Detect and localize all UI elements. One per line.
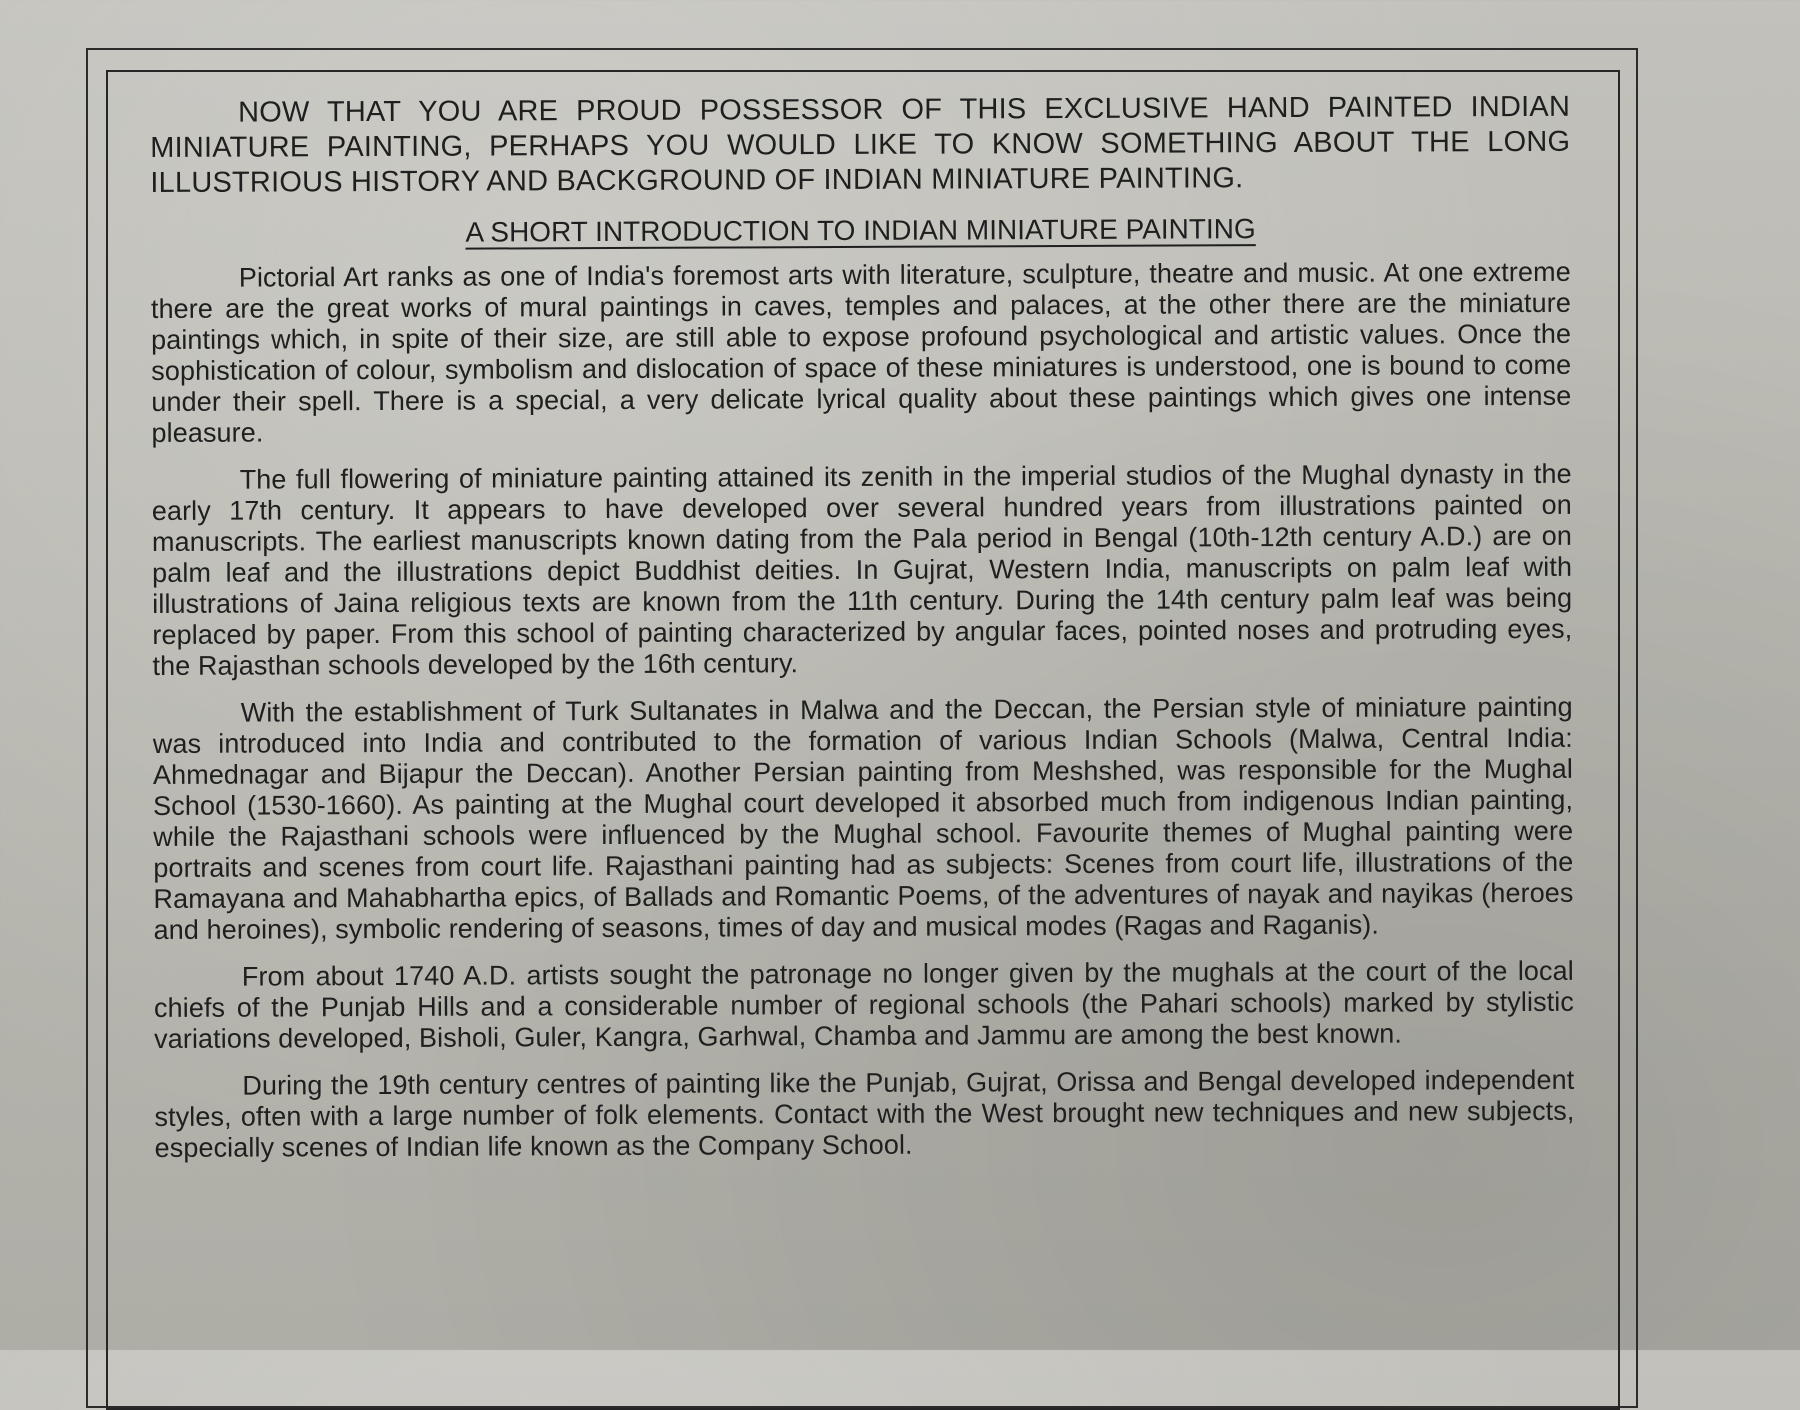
intro-paragraph: NOW THAT YOU ARE PROUD POSSESSOR OF THIS EXCLUSIVE HAND PAINTED INDIAN MINIATURE PAINTING, PERHAPS YOU WOULD LIKE TO KNOW SOMETHING ABOUT THE LONG ILLUSTRIOUS HISTORY AND BACKGROUND OF INDIAN MINIATURE PAINTING. (150, 90, 1571, 199)
paragraph-punjab-hills: From about 1740 A.D. artists sought the patronage no longer given by the mughals at the court of the local chiefs of the Punjab Hills and a considerable number of regional schools (the Pahari schools) marked by stylistic variations developed, Bisholi, Guler, Kangra, Garhwal, Chamba and Jammu are among the best known. (153, 955, 1575, 1054)
paragraph-turk-sultanates: With the establishment of Turk Sultanates in Malwa and the Deccan, the Persian style of miniature painting was introduced into India and contributed to the formation of various Indian Schools (Malwa, Central India: Ahmednagar and Bijapur the Deccan). Another Persian painting from Meshshed, was responsible for the Mughal School (1530-1660). As painting at the Mughal court developed it absorbed much from indigenous Indian painting, while the Rajasthani schools were influenced by the Mughal school. Favourite themes of Mughal painting were portraits and scenes from court life. Rajasthani painting had as subjects: Scenes from court life, illustrations of the Ramayana and Mahabhartha epics, of Ballads and Romantic Poems, of the adventures of nayak and nayikas (heroes and heroines), symbolic rendering of seasons, times of day and musical modes (Ragas and Raganis). (152, 691, 1574, 945)
paragraph-pictorial-art: Pictorial Art ranks as one of India's foremost arts with literature, sculpture, theatre and music. At one extreme there are the great works of mural paintings in caves, temples and palaces, at the other there are the miniature paintings which, in spite of their size, are still able to expose profound psychological and artistic values. Once the sophistication of colour, symbolism and dislocation of space of these miniatures is understood, one is bound to come under their spell. There is a special, a very delicate lyrical quality about these paintings which gives one intense pleasure. (150, 256, 1572, 448)
paragraph-mughal-flowering: The full flowering of miniature painting attained its zenith in the imperial studios of the Mughal dynasty in the early 17th century. It appears to have developed over several hundred years from illustrations painted on manuscripts. The earliest manuscripts known dating from the Pala period in Bengal (10th-12th century A.D.) are on palm leaf and the illustrations depict Buddhist deities. In Gujrat, Western India, manuscripts on palm leaf with illustrations of Jaina religious texts are known from the 11th century. During the 14th century palm leaf was being replaced by paper. From this school of painting characterized by angular faces, pointed noses and protruding eyes, the Rajasthan schools developed by the 16th century. (151, 458, 1573, 681)
section-heading (151, 211, 1571, 251)
document-content (150, 90, 1575, 1180)
paragraph-19th-century: During the 19th century centres of painting like the Punjab, Gujrat, Orissa and Bengal developed independent styles, often with a large number of folk elements. Contact with the West brought new techniques and new subjects, especially scenes of Indian life known as the Company School. (154, 1064, 1575, 1163)
section-heading-text: A SHORT INTRODUCTION TO INDIAN MINIATURE PAINTING (465, 213, 1256, 248)
